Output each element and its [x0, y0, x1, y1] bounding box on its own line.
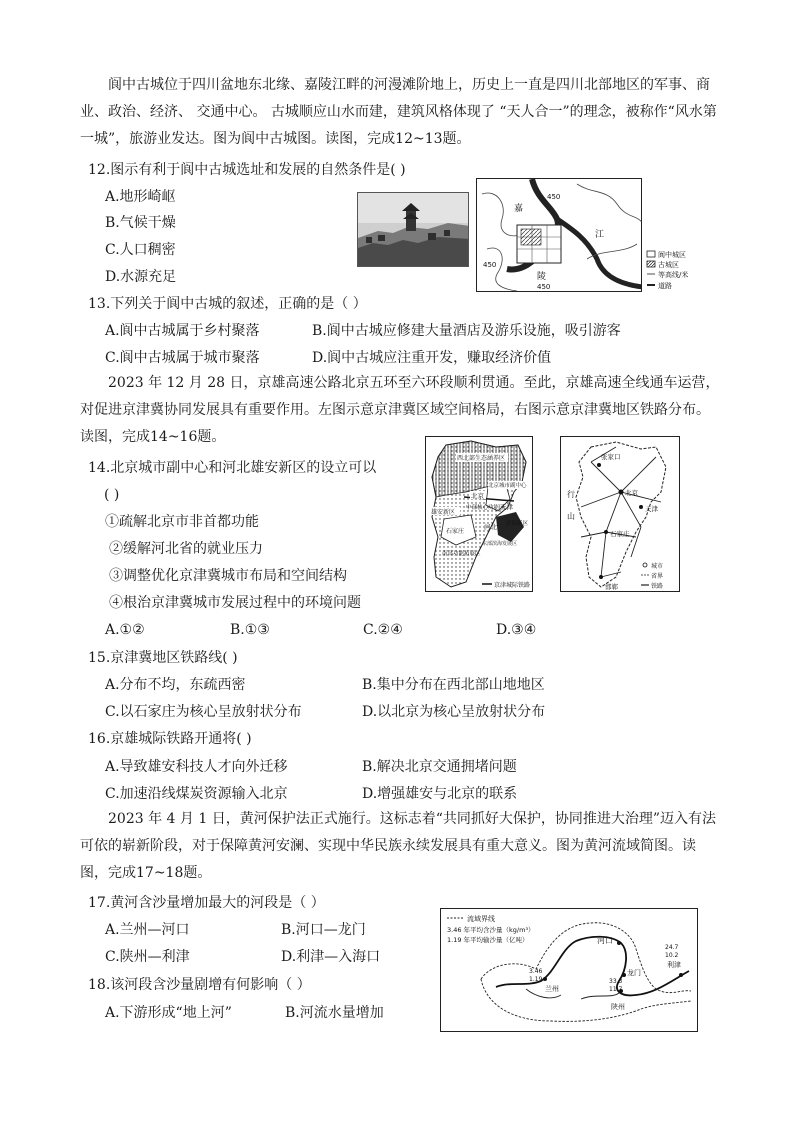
q13-option-c[interactable]: C.阆中古城属于城市聚落 [105, 350, 260, 366]
q16-option-b[interactable]: B.解决北京交通拥堵问题 [362, 759, 517, 775]
q15-option-d[interactable]: D.以北京为核心呈放射状分布 [362, 704, 546, 720]
map1-contour-3: 450 [537, 283, 551, 291]
map4-label-hekou: 河口 [597, 936, 613, 945]
q12-stem: 12.图示有利于阆中古城选址和发展的自然条件是( ) [88, 162, 406, 178]
map1-label-ling: 陵 [537, 272, 547, 282]
map1-legend-old: 古城区 [658, 261, 679, 269]
map2-legend-rail: 京津城际铁路 [494, 582, 531, 589]
map4-label-longmen: 龙门 [627, 969, 641, 977]
map3-label-zhangjiakou: 张家口 [601, 453, 621, 461]
q17-option-b[interactable]: B.河口—龙门 [281, 922, 366, 938]
map4-label-shanzhou: 陕州 [611, 1003, 625, 1011]
intro-jingjinji: 2023 年 12 月 28 日，京雄高速公路北京五环至六环段顺利贯通。至此，京雄高速全线通车运营，对促进京津冀协同发展具有重要作用。左图示意京津冀区域空间格局，右图示意京津冀地区铁路分布。读图，完成14~16题。 [80, 375, 720, 445]
q13-option-b[interactable]: B.阆中古城应修建大量酒店及游乐设施，吸引游客 [312, 323, 621, 339]
map2-label-nw: 西北部生态涵养区 [457, 455, 506, 462]
q12-option-b[interactable]: B.气候干燥 [105, 215, 176, 231]
map4-legend-sediment-load: 1.19 年平均输沙量（亿吨） [447, 936, 529, 944]
map2-label-subcenter: 北京城市副中心 [488, 483, 527, 489]
map1-legend-city: 阆中城区 [658, 251, 686, 259]
intro-langzhong: 阆中古城位于四川盆地东北缘、嘉陵江畔的河漫滩阶地上，历史上一直是四川北部地区的军事、商业、政治、经济、 交通中心。 古城顺应山水而建，建筑风格体现了 “天人合一”的理念，被称作“风水第一城”，旅游业发达。图为阆中古城图。读图，完成12~13题。 [80, 77, 717, 147]
q15-option-a[interactable]: A.分布不均，东疏西密 [105, 677, 246, 693]
q16-option-c[interactable]: C.加速沿线煤炭资源输入北京 [105, 786, 288, 802]
map4-value-lijin-load: 10.2 [665, 952, 679, 959]
q16-option-d[interactable]: D.增强雄安与北京的联系 [362, 786, 518, 802]
map3-legend-border: 省界 [651, 573, 664, 580]
map4-legend-sediment-content: 3.46 年平均含沙量（kg/m³） [447, 926, 535, 934]
q14-paren: ( ) [104, 487, 120, 503]
q14-option-d[interactable]: D.③④ [496, 622, 537, 638]
q15-option-b[interactable]: B.集中分布在西北部山地地区 [362, 677, 545, 693]
map3-legend-rail: 铁路 [651, 583, 664, 590]
map1-legend-road: 道路 [658, 282, 672, 290]
map1-label-jiang: 江 [595, 230, 605, 240]
map2-label-xiongan: 雄安新区 [431, 509, 456, 516]
q14-item-4: ④根治京津冀城市发展过程中的环境问题 [109, 595, 361, 611]
q13-option-d[interactable]: D.阆中古城应注重开发，赚取经济价值 [312, 350, 552, 366]
yellow-river-map [440, 908, 698, 1032]
q16-stem: 16.京雄城际铁路开通将( ) [88, 731, 252, 747]
map3-label-shijiazhuang: 石家庄 [610, 530, 630, 538]
map1-legend-contour: 等高线/米 [658, 271, 689, 279]
map2-label-hebei: 河北 [484, 523, 497, 531]
map4-value-lanzhou-load: 1.19 [529, 976, 543, 983]
map2-label-shijiazhuang: 石家庄 [446, 528, 465, 535]
map4-legend-boundary: 流域界线 [467, 915, 495, 923]
q15-option-c[interactable]: C.以石家庄为核心呈放射状分布 [105, 704, 302, 720]
q15-stem: 15.京津冀地区铁路线( ) [88, 650, 238, 666]
map3-label-shan: 山 [567, 512, 575, 521]
map2-label-east: 东部滨海发展区 [482, 541, 518, 547]
intro-yellow-river: 2023 年 4 月 1 日，黄河保护法正式施行。这标志着“共同抓好大保护，协同推进大治理”迈入有法可依的崭新阶段，对于保障黄河安澜、实现中华民族永续发展具有重大意义。图为黄河流域简图。读图，完成17~18题。 [80, 811, 717, 881]
map4-value-longmen-load: 11.7 [609, 986, 623, 993]
map3-label-beijing: 北京 [625, 489, 638, 497]
langzhong-map-legend [646, 248, 716, 294]
q14-item-1: ①疏解北京市非首都功能 [105, 514, 259, 530]
q12-option-a[interactable]: A.地形崎岖 [105, 189, 176, 205]
map2-label-south: 南部功能拓展区 [442, 551, 481, 557]
map2-label-beijing: 北京 [471, 492, 484, 500]
q14-option-a[interactable]: A.①② [105, 622, 145, 638]
q16-option-a[interactable]: A.导致雄安科技人才向外迁移 [105, 759, 288, 775]
q18-option-a[interactable]: A.下游形成“地上河” [105, 1005, 232, 1021]
q14-option-b[interactable]: B.①③ [230, 622, 270, 638]
langzhong-photo [357, 192, 469, 267]
q14-item-2: ②缓解河北省的就业压力 [109, 541, 263, 557]
q14-stem: 14.北京城市副中心和河北雄安新区的设立可以 [88, 460, 377, 476]
map1-label-jia: 嘉 [514, 204, 524, 214]
map4-value-lanzhou-content: 3.46 [529, 968, 543, 975]
q17-option-a[interactable]: A.兰州—河口 [105, 922, 190, 938]
q12-option-c[interactable]: C.人口稠密 [105, 242, 176, 258]
map3-legend-city: 城市 [651, 563, 664, 570]
q17-option-d[interactable]: D.利津—入海口 [281, 949, 381, 965]
map3-label-tianjin: 天津 [645, 505, 658, 513]
map3-label-handan: 邯郸 [605, 583, 618, 591]
map4-value-lijin-content: 24.7 [665, 944, 679, 951]
langzhong-map [476, 178, 642, 292]
q13-stem: 13.下列关于阆中古城的叙述，正确的是（ ） [88, 296, 367, 312]
q17-option-c[interactable]: C.陕州—利津 [105, 949, 190, 965]
jingjinji-rail-map [560, 436, 680, 592]
map2-label-tianjin: 天津 [500, 503, 513, 511]
map2-label-binhai: 滨海新区 [506, 521, 529, 527]
map4-label-lijin: 利津 [667, 961, 681, 969]
map1-contour-1: 450 [547, 193, 561, 201]
map4-value-longmen-content: 33.3 [609, 978, 623, 985]
q17-stem: 17.黄河含沙量增加最大的河段是（ ） [88, 895, 325, 911]
q18-stem: 18.该河段含沙量剧增有何影响（ ） [88, 977, 311, 993]
map4-label-lanzhou: 兰州 [545, 985, 559, 993]
q13-option-a[interactable]: A.阆中古城属于乡村聚落 [105, 323, 260, 339]
q12-option-d[interactable]: D.水源充足 [105, 269, 177, 285]
q14-item-3: ③调整优化京津冀城市布局和空间结构 [109, 568, 347, 584]
q18-option-b[interactable]: B.河流水量增加 [285, 1005, 384, 1021]
map3-label-xing: 行 [567, 490, 575, 499]
q14-option-c[interactable]: C.②④ [363, 622, 403, 638]
map2-label-core: 中部核心功能区 [466, 505, 505, 511]
jingjinji-region-map [425, 436, 533, 592]
map1-contour-2: 450 [483, 261, 497, 269]
